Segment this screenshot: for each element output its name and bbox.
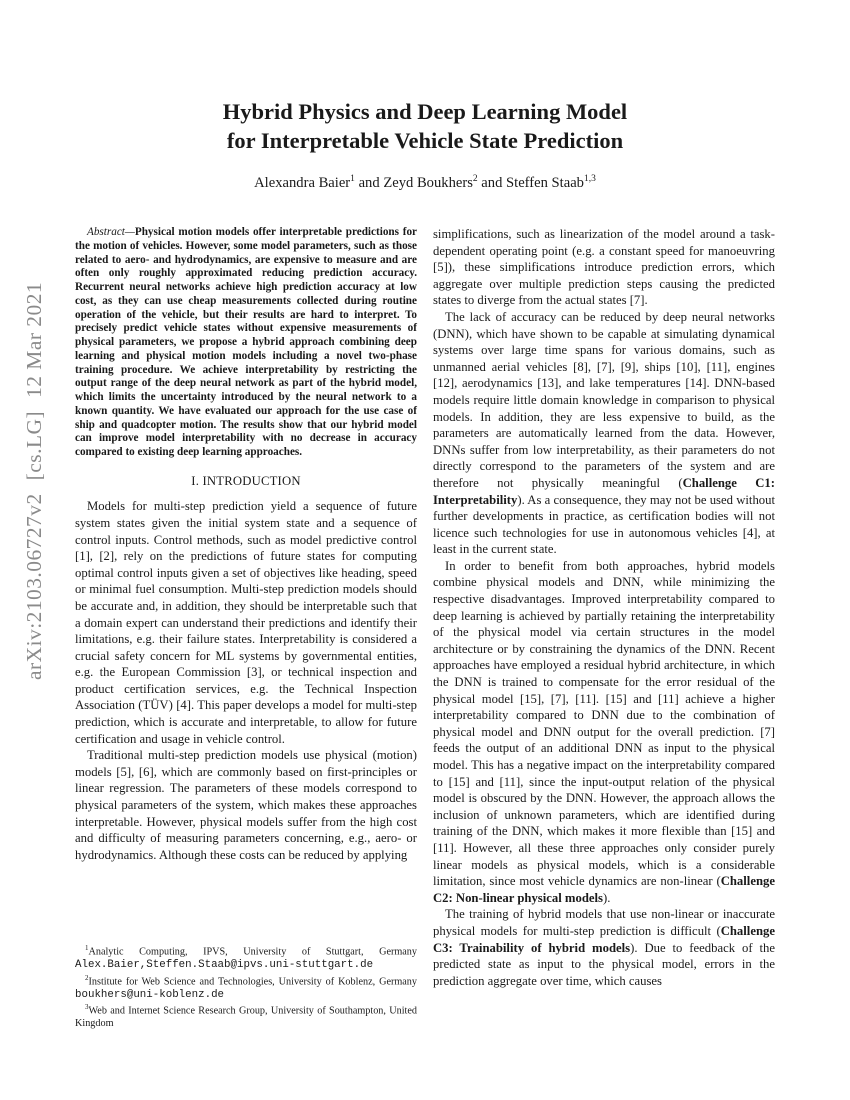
arxiv-category: [cs.LG] [22, 410, 46, 481]
abstract-text: Physical motion models offer interpretable predictions for the motion of vehicles. However, some model parameters, such as those related to aero- and hydrodynamics, are expensive to measure and are often only roughly approximated reducing prediction accuracy. Recurrent neural networks achieve high prediction accuracy at low cost, as they can use cheap measurements collected during routine operation of the vehicle, but their results are hard to interpret. To precisely predict vehicle states without expensive measurements of physical parameters, we propose a hybrid approach combining deep learning and physical motion models including a novel two-phase training procedure. We achieve interpretability by restricting the output range of the deep neural network as part of the hybrid model, which limits the uncertainty introduced by the neural network to a known quantity. We have evaluated our approach for the use case of ship and quadcopter motion. The results show that our hybrid model can improve model interpretability with no decrease in accuracy compared to existing deep learning approaches. [75, 226, 417, 458]
arxiv-date: 12 Mar 2021 [22, 281, 46, 398]
author-affiliation-mark: 1 [350, 174, 355, 184]
abstract [75, 226, 417, 460]
footnote-mark: 1 [85, 944, 89, 952]
body-paragraph: Traditional multi-step prediction models use physical (motion) models [5], [6], which are commonly based on first-principles or linear regression. The parameters of these models correspond to physical parameters of the system, which makes these approaches interpretable. However, physical models suffer from the high cost and difficulty of measuring parameters concerning, e.g., aero- or hydrodynamics. Although these costs can be reduced by applying [75, 748, 417, 862]
section-heading-introduction: I. INTRODUCTION [191, 473, 301, 488]
author-joiner: and [481, 174, 503, 191]
author-name: Alexandra Baier [254, 174, 351, 191]
left-column [75, 226, 417, 863]
author-name: Steffen Staab [506, 174, 584, 191]
challenge-c3: Challenge C3: Trainability of hybrid models [433, 923, 775, 955]
paragraph-text: The lack of accuracy can be reduced by deep neural networks (DNN), which have shown to be capable at simulating dynamical systems over large time spans for various domains, such as unmanned aerial vehicles [8], [7], [9], ships [10], [11], engines [12], aerodynamics [13], and lake temperatures [14]. DNN-based models require little domain knowledge in comparison to physical models. In addition, they are less expensive to build, as the parameters are automatically learned from the data. However, DNNs suffer from low interpretability, as their parameters do not directly correspond to the parameters of the system and are therefore not physically meaningful ( [433, 309, 775, 490]
body-paragraph: simplifications, such as linearization of the model around a task-dependent operating point (e.g. a constant speed for manoeuvring [5]), these simplifications introduce prediction errors, which aggregate over multiple prediction steps causing the predicted states to diverge from the actual states [7]. [433, 227, 775, 308]
paper-title [0, 97, 850, 155]
abstract-dash: — [124, 226, 135, 238]
abstract-label: Abstract [87, 226, 125, 238]
title-line-2: for Interpretable Vehicle State Prediction [226, 128, 624, 153]
challenge-c2: Challenge C2: Non-linear physical models [433, 874, 775, 905]
footnote-text: Institute for Web Science and Technologies, University of Koblenz, Germany [88, 975, 417, 987]
title-line-1: Hybrid Physics and Deep Learning Model [222, 99, 628, 124]
paragraph-text: In order to benefit from both approaches, hybrid models combine physical models and DNN, while minimizing the respective disadvantages. Improved interpretability compared to deep learning is achieved by partially retaining the interpretability of the physical model via certain structures in the model architecture or by constraining the dynamics of the DNN. Recent approaches have employed a residual hybrid architecture, in which the DNN is trained to compensate for the error residual of the physical model [15], [7], [11]. [15] and [11] achieve a higher interpretability compared to DNN due to the combination of physical model and DNN output for the overall prediction. [7] feeds the output of an additional DNN as input to the physical model. This has a negative impact on the interpretability compared to [15] and [11], since the input-output relation of the physical model is obscured by the DNN. However, the approach allows the inclusion of unknown parameters, which are identified during training of the DNN, which makes it more flexible than [15] and [11]. However, all these three approaches only consider purely linear models as physical models, which is a considerable limitation, since most vehicle dynamics are non-linear ( [433, 558, 775, 889]
body-paragraph [433, 309, 775, 558]
author-affiliation-mark: 1,3 [583, 174, 596, 184]
arxiv-identifier-stamp [22, 269, 47, 680]
right-column [433, 226, 775, 989]
challenge-c1: Challenge C1: Interpretability [433, 475, 775, 507]
footnotes [75, 942, 417, 1031]
paragraph-text: ). Due to feedback of the predicted state as input to the physical model, errors in the prediction aggregate over time, which causes [433, 940, 775, 988]
footnote-text: Web and Internet Science Research Group, University of Southampton, United Kingdom [75, 1005, 417, 1030]
footnote [75, 1001, 417, 1031]
author-joiner: and [358, 174, 380, 191]
footnote-mark: 2 [85, 973, 89, 982]
footnote-email: boukhers@uni-koblenz.de [75, 988, 225, 1001]
body-paragraph: Models for multi-step prediction yield a sequence of future system states given the initial system state and a sequence of control inputs. Control methods, such as model predictive control [1], [2], rely on the predictions of future states for computing optimal control inputs given a set of objectives like heading, speed or minimal fuel consumption. Multi-step prediction models should be accurate and, in addition, they should be interpretable such that a domain expert can understand their predictions and identify their limitations, e.g. their failure states. Interpretability is considered a crucial safety concern for ML systems by governmental entities, e.g. the European Commission [3], or technical inspection and product certification services, e.g. the Technical Inspection Association (TÜV) [4]. This paper develops a model for multi-step prediction, which is accurate and interpretable, to allow for future certification and usage in vehicle control. [75, 499, 417, 746]
paragraph-text: The training of hybrid models that use non-linear or inaccurate physical models for multi-step prediction is difficult ( [433, 907, 775, 938]
arxiv-id: arXiv:2103.06727v2 [22, 493, 46, 680]
author-list [0, 174, 850, 192]
footnote-text: Analytic Computing, IPVS, University of Stuttgart, Germany [88, 946, 417, 958]
paragraph-text: ). As a consequence, they may not be used without further developments in practice, as certification bodies will not licence such technologies for use in autonomous vehicles [4], at least in the current state. [433, 492, 775, 557]
body-paragraph [433, 906, 775, 989]
footnote-email: Alex.Baier,Steffen.Staab@ipvs.uni-stuttgart.de [75, 958, 374, 971]
author-affiliation-mark: 2 [472, 174, 478, 184]
paragraph-text: ). [603, 890, 611, 905]
footnote [75, 972, 417, 1002]
footnote [75, 942, 417, 972]
author-name: Zeyd Boukhers [383, 174, 473, 191]
footnote-mark: 3 [85, 1003, 89, 1012]
body-paragraph [433, 558, 775, 906]
